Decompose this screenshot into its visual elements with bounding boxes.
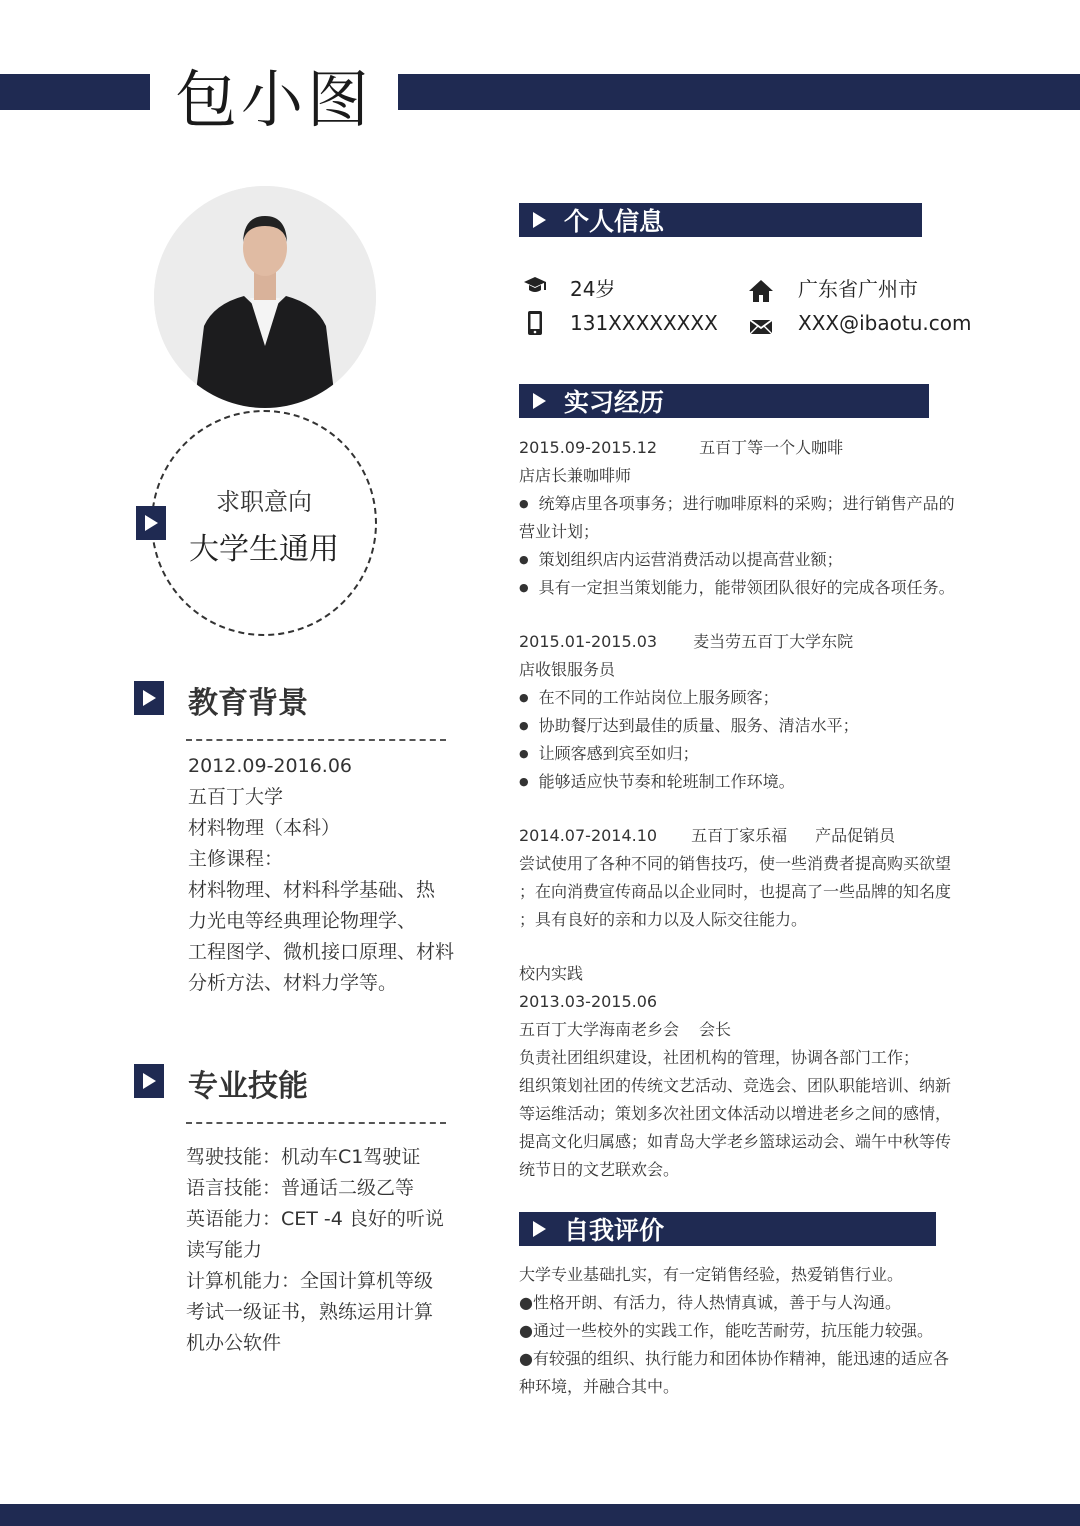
list-item: 材料物理（本科） [188, 817, 341, 839]
list-item: 读写能力 [186, 1239, 263, 1261]
list-item: ●有较强的组织、执行能力和团体协作精神，能迅速的适应各 [519, 1349, 949, 1368]
job-company: 麦当劳五百丁大学东院 [693, 632, 854, 651]
job-entry-1 [519, 434, 979, 602]
list-item: 负责社团组织建设，社团机构的管理，协调各部门工作； [519, 1048, 920, 1067]
list-item: ；具有良好的亲和力以及人际交往能力。 [519, 910, 808, 929]
job-role: 产品促销员 [815, 826, 896, 845]
list-item: ●性格开朗、有活力，待人热情真诚，善于与人沟通。 [519, 1293, 901, 1312]
job-entry-3 [519, 822, 979, 934]
job-entry-2 [519, 628, 979, 796]
list-item: ● 让顾客感到宾至如归； [519, 740, 979, 768]
personal-info-title: 个人信息 [564, 207, 665, 236]
list-item: 等运维活动；策划多次社团文体活动以增进老乡之间的感情， [519, 1104, 952, 1123]
list-item: ● 具有一定担当策划能力，能带领团队很好的完成各项任务。 [519, 574, 979, 602]
header-bar-left [0, 74, 150, 110]
list-item: ● 在不同的工作站岗位上服务顾客； [519, 684, 979, 712]
location-value: 广东省广州市 [798, 277, 918, 301]
play-icon [143, 1073, 156, 1089]
education-title: 教育背景 [188, 686, 308, 721]
play-icon [533, 393, 546, 409]
self-eval-header [519, 1212, 936, 1246]
job-intent-circle [151, 410, 377, 636]
list-item: 工程图学、微机接口原理、材料 [188, 941, 455, 963]
list-item: 五百丁大学 [188, 786, 284, 808]
campus-title: 校内实践 [519, 964, 584, 983]
list-item: 计算机能力：全国计算机等级 [186, 1270, 434, 1292]
list-item: 驾驶技能：机动车C1驾驶证 [186, 1146, 421, 1168]
job-company: 五百丁家乐福 [691, 826, 788, 845]
education-divider [186, 739, 446, 741]
education-body [188, 751, 454, 999]
internship-title: 实习经历 [564, 388, 665, 417]
education-marker [134, 681, 164, 715]
list-item: 考试一级证书，熟练运用计算 [186, 1301, 434, 1323]
job-role: 店店长兼咖啡师 [519, 466, 632, 485]
job-date: 2014.07-2014.10 [519, 826, 658, 845]
list-item: 材料物理、材料科学基础、热 [188, 879, 436, 901]
candidate-name: 包小图 [175, 63, 374, 136]
list-item: 分析方法、材料力学等。 [188, 972, 398, 994]
internship-body [519, 434, 979, 1184]
skills-body [186, 1142, 444, 1359]
job-date: 2015.01-2015.03 [519, 632, 658, 651]
job-date: 2015.09-2015.12 [519, 438, 658, 457]
footer-bar [0, 1504, 1080, 1526]
list-item: 营业计划； [519, 522, 600, 541]
list-item: 英语能力：CET -4 良好的听说 [186, 1208, 444, 1230]
list-item: ● 策划组织店内运营消费活动以提高营业额； [519, 546, 979, 574]
list-item: ● 协助餐厅达到最佳的质量、服务、清洁水平； [519, 712, 979, 740]
age-value: 24岁 [570, 277, 616, 301]
list-item: 机办公软件 [186, 1332, 282, 1354]
mail-icon [748, 313, 774, 343]
personal-info-header [519, 203, 922, 237]
job-intent-label: 求职意向 [216, 488, 312, 516]
list-item: 提高文化归属感；如青岛大学老乡篮球运动会、端午中秋等传 [519, 1132, 952, 1151]
campus-org: 五百丁大学海南老乡会 [519, 1020, 680, 1039]
list-item: 语言技能：普通话二级乙等 [186, 1177, 415, 1199]
email-value: XXX@ibaotu.com [798, 311, 972, 335]
skills-title: 专业技能 [188, 1069, 308, 1104]
campus-entry [519, 960, 979, 1184]
skills-marker [134, 1064, 164, 1098]
list-item: 2012.09-2016.06 [188, 755, 352, 777]
phone-value: 131XXXXXXXX [570, 311, 718, 335]
skills-divider [186, 1122, 446, 1124]
list-item: 主修课程： [188, 848, 284, 870]
internship-header [519, 384, 929, 418]
list-item: 尝试使用了各种不同的销售技巧，使一些消费者提高购买欲望 [519, 854, 952, 873]
phone-icon [522, 310, 548, 340]
campus-date: 2013.03-2015.06 [519, 992, 658, 1011]
job-intent-value: 大学生通用 [189, 532, 339, 567]
list-item: ●通过一些校外的实践工作，能吃苦耐劳，抗压能力较强。 [519, 1321, 933, 1340]
job-company: 五百丁等一个人咖啡 [699, 438, 844, 457]
home-icon [748, 278, 774, 308]
graduation-cap-icon [522, 272, 548, 302]
self-eval-body [519, 1261, 979, 1401]
list-item: ；在向消费宣传商品以企业同时，也提高了一些品牌的知名度 [519, 882, 952, 901]
campus-role: 会长 [699, 1020, 732, 1039]
list-item: 大学专业基础扎实，有一定销售经验，热爱销售行业。 [519, 1265, 904, 1284]
job-role: 店收银服务员 [519, 660, 616, 679]
list-item: 力光电等经典理论物理学、 [188, 910, 417, 932]
play-icon [533, 212, 546, 228]
person-portrait-icon [154, 186, 376, 408]
play-icon [533, 1221, 546, 1237]
list-item: ● 统筹店里各项事务；进行咖啡原料的采购；进行销售产品的 [519, 490, 979, 518]
list-item: 种环境，并融合其中。 [519, 1377, 680, 1396]
list-item: 统节日的文艺联欢会。 [519, 1160, 680, 1179]
profile-photo [154, 186, 376, 408]
self-eval-title: 自我评价 [564, 1216, 665, 1245]
header-bar-right [398, 74, 1080, 110]
list-item: 组织策划社团的传统文艺活动、竞选会、团队职能培训、纳新 [519, 1076, 952, 1095]
play-icon [143, 690, 156, 706]
list-item: ● 能够适应快节奏和轮班制工作环境。 [519, 768, 979, 796]
